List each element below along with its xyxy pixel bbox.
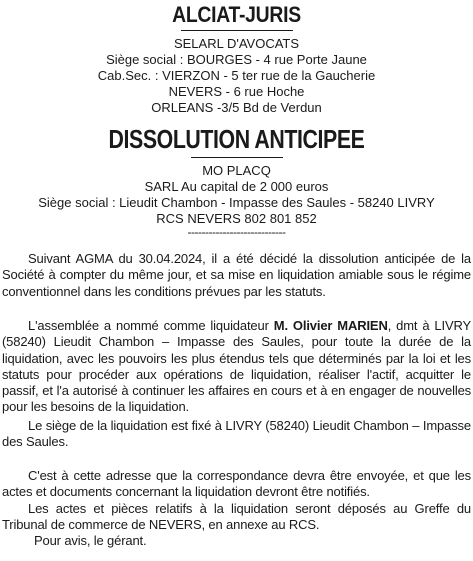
firm-type: SELARL D'AVOCATS	[173, 36, 300, 51]
signature-line	[2, 533, 471, 549]
paragraph-dissolution-text: Suivant AGMA du 30.04.2024, il a été décidé la dissolution anticipée de la Société à compter du même jour, et sa mise en liquidation amiable sous le régime conventionnel dans les conditions prévues par les statuts.	[2, 251, 471, 299]
liquidator-intro-text: L'assemblée a nommé comme liquidateur	[28, 318, 274, 333]
paragraph-correspondence-text: C'est à cette adresse que la correspondance devra être envoyée, et que les actes et documents concernant la liquidation devront être notifiés.	[2, 468, 471, 500]
paragraph-correspondence	[2, 468, 471, 501]
paragraph-dissolution	[2, 251, 471, 300]
paragraph-filing-text: Les actes et pièces relatifs à la liquidation seront déposés au Greffe du Tribunal de commerce de NEVERS, en annexe au RCS.	[2, 501, 471, 533]
signature-text: Pour avis, le gérant.	[34, 533, 147, 548]
firm-secondary-office-vierzon: Cab.Sec. : VIERZON - 5 ter rue de la Gaucherie	[97, 68, 376, 83]
paragraph-liquidation-seat	[2, 418, 471, 451]
notice-title-rule	[191, 157, 283, 158]
company-seat: Siège social : Lieudit Chambon - Impasse des Saules - 58240 LIVRY	[38, 195, 435, 210]
liquidator-details-text: , dmt à LIVRY (58240) Lieudit Chambon – Impasse des Saules, pour toute la durée de la liquidation, avec les pouvoirs les plus étendus tels que déterminés par la loi et les statuts pour procéder aux opérations de liquidation, réaliser l'actif, acquitter le passif, et l'a autorisé à continuer les affaires en cours et à en engager de nouvelles pour les besoins de la liquidation.	[2, 318, 472, 415]
liquidator-name: M. Olivier MARIEN	[273, 318, 388, 333]
separator-dashes: ----------------------------	[187, 225, 286, 239]
paragraph-filing	[2, 501, 471, 534]
paragraph-liquidation-seat-text: Le siège de la liquidation est fixé à LIVRY (58240) Lieudit Chambon – Impasse des Saules.	[2, 418, 471, 450]
company-name: MO PLACQ	[202, 163, 271, 178]
firm-secondary-office-orleans: ORLEANS -3/5 Bd de Verdun	[151, 100, 322, 115]
paragraph-liquidator	[2, 318, 471, 416]
firm-name-rule	[181, 30, 293, 31]
firm-head-office: Siège social : BOURGES - 4 rue Porte Jaune	[106, 52, 367, 67]
firm-name: ALCIAT-JURIS	[172, 2, 301, 27]
company-rcs: RCS NEVERS 802 801 852	[156, 211, 317, 226]
company-capital: SARL Au capital de 2 000 euros	[144, 179, 329, 194]
firm-secondary-office-nevers: NEVERS - 6 rue Hoche	[168, 84, 305, 99]
notice-title: DISSOLUTION ANTICIPEE	[108, 124, 365, 154]
